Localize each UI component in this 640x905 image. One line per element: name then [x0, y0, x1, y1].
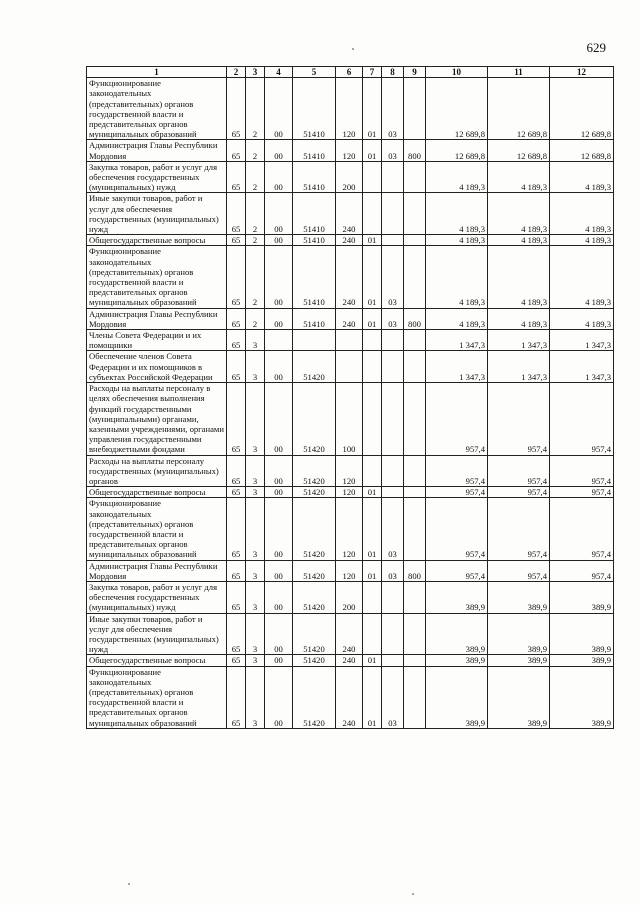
code-cell: 51420: [293, 351, 336, 383]
code-cell: 2: [246, 246, 265, 308]
code-cell: 3: [246, 613, 265, 655]
code-cell: 03: [382, 498, 404, 560]
row-label: Закупка товаров, работ и услуг для обеспечения государственных (муниципальных) нужд: [87, 161, 227, 193]
column-header: 11: [488, 67, 550, 78]
amount-cell: 957,4: [488, 383, 550, 455]
code-cell: [404, 193, 426, 235]
amount-cell: 12 689,8: [488, 78, 550, 140]
code-cell: 120: [336, 455, 363, 487]
code-cell: 240: [336, 246, 363, 308]
row-label: Общегосударственные вопросы: [87, 487, 227, 498]
code-cell: 120: [336, 78, 363, 140]
code-cell: 240: [336, 308, 363, 329]
row-label: Администрация Главы Республики Мордовия: [87, 560, 227, 581]
code-cell: 65: [227, 235, 246, 246]
code-cell: 3: [246, 655, 265, 666]
amount-cell: 957,4: [550, 498, 614, 560]
code-cell: 00: [265, 235, 293, 246]
code-cell: [336, 330, 363, 351]
code-cell: 01: [363, 655, 382, 666]
code-cell: [404, 351, 426, 383]
code-cell: 01: [363, 560, 382, 581]
code-cell: 2: [246, 78, 265, 140]
table-row: [87, 581, 614, 613]
code-cell: 00: [265, 351, 293, 383]
table-row: [87, 330, 614, 351]
code-cell: [363, 351, 382, 383]
amount-cell: 957,4: [426, 455, 488, 487]
amount-cell: 389,9: [550, 666, 614, 728]
code-cell: [404, 581, 426, 613]
amount-cell: 389,9: [426, 581, 488, 613]
code-cell: 51410: [293, 235, 336, 246]
code-cell: 120: [336, 140, 363, 161]
table-row: [87, 383, 614, 455]
code-cell: [404, 455, 426, 487]
amount-cell: 12 689,8: [426, 140, 488, 161]
table-body: [87, 78, 614, 729]
code-cell: 00: [265, 498, 293, 560]
code-cell: 65: [227, 383, 246, 455]
code-cell: 51410: [293, 308, 336, 329]
row-label: Функционирование законодательных (представительных) органов государственной власти и представительных органов муниципальных образований: [87, 78, 227, 140]
code-cell: [336, 351, 363, 383]
code-cell: [404, 246, 426, 308]
amount-cell: 389,9: [426, 613, 488, 655]
code-cell: 00: [265, 383, 293, 455]
code-cell: 51420: [293, 383, 336, 455]
code-cell: 03: [382, 246, 404, 308]
code-cell: [404, 666, 426, 728]
column-header: 9: [404, 67, 426, 78]
amount-cell: 389,9: [550, 655, 614, 666]
amount-cell: 957,4: [550, 487, 614, 498]
code-cell: [363, 383, 382, 455]
code-cell: 03: [382, 308, 404, 329]
code-cell: 51420: [293, 613, 336, 655]
code-cell: 51410: [293, 78, 336, 140]
row-label: Иные закупки товаров, работ и услуг для обеспечения государственных (муниципальных) нужд: [87, 613, 227, 655]
code-cell: [404, 383, 426, 455]
code-cell: 240: [336, 193, 363, 235]
code-cell: 51420: [293, 498, 336, 560]
amount-cell: 12 689,8: [550, 78, 614, 140]
code-cell: 240: [336, 613, 363, 655]
code-cell: 00: [265, 487, 293, 498]
code-cell: 51410: [293, 193, 336, 235]
amount-cell: 389,9: [488, 613, 550, 655]
code-cell: [363, 581, 382, 613]
table-row: [87, 308, 614, 329]
amount-cell: 4 189,3: [488, 161, 550, 193]
code-cell: 65: [227, 78, 246, 140]
code-cell: [363, 455, 382, 487]
code-cell: 01: [363, 140, 382, 161]
amount-cell: 4 189,3: [550, 235, 614, 246]
amount-cell: 4 189,3: [426, 193, 488, 235]
row-label: Функционирование законодательных (представительных) органов государственной власти и представительных органов муниципальных образований: [87, 498, 227, 560]
code-cell: 00: [265, 308, 293, 329]
code-cell: 120: [336, 487, 363, 498]
code-cell: 3: [246, 487, 265, 498]
scan-artifact: [412, 893, 414, 895]
row-label: Расходы на выплаты персоналу государственных (муниципальных) органов: [87, 455, 227, 487]
amount-cell: 957,4: [426, 498, 488, 560]
code-cell: [404, 78, 426, 140]
code-cell: 51420: [293, 581, 336, 613]
code-cell: 51420: [293, 455, 336, 487]
code-cell: 51420: [293, 666, 336, 728]
column-header: 8: [382, 67, 404, 78]
table-row: [87, 498, 614, 560]
code-cell: 51410: [293, 246, 336, 308]
row-label: Администрация Главы Республики Мордовия: [87, 308, 227, 329]
code-cell: [363, 161, 382, 193]
code-cell: 00: [265, 655, 293, 666]
amount-cell: 4 189,3: [426, 235, 488, 246]
table-row: [87, 235, 614, 246]
code-cell: [404, 330, 426, 351]
code-cell: [382, 487, 404, 498]
amount-cell: 957,4: [488, 455, 550, 487]
page-number: 629: [586, 40, 606, 55]
code-cell: [382, 613, 404, 655]
table-row: [87, 161, 614, 193]
amount-cell: 957,4: [426, 560, 488, 581]
code-cell: 01: [363, 235, 382, 246]
table-row: [87, 655, 614, 666]
code-cell: 51420: [293, 655, 336, 666]
code-cell: 65: [227, 581, 246, 613]
code-cell: 3: [246, 498, 265, 560]
code-cell: [404, 235, 426, 246]
row-label: Функционирование законодательных (представительных) органов государственной власти и представительных органов муниципальных образований: [87, 246, 227, 308]
code-cell: 01: [363, 308, 382, 329]
code-cell: 65: [227, 330, 246, 351]
code-cell: 65: [227, 666, 246, 728]
table-row: [87, 78, 614, 140]
code-cell: 65: [227, 455, 246, 487]
code-cell: [382, 330, 404, 351]
amount-cell: 389,9: [550, 581, 614, 613]
amount-cell: 957,4: [550, 383, 614, 455]
row-label: Иные закупки товаров, работ и услуг для обеспечения государственных (муниципальных) нужд: [87, 193, 227, 235]
amount-cell: 957,4: [488, 487, 550, 498]
code-cell: 00: [265, 78, 293, 140]
column-header: 7: [363, 67, 382, 78]
code-cell: [363, 330, 382, 351]
row-label: Расходы на выплаты персоналу в целях обеспечения выполнения функций государственными (муниципальными) органами, казенными учреждениями, органами управления государственными внебюджетными фондами: [87, 383, 227, 455]
amount-cell: 957,4: [550, 455, 614, 487]
code-cell: 00: [265, 193, 293, 235]
code-cell: 240: [336, 666, 363, 728]
code-cell: [382, 351, 404, 383]
code-cell: 65: [227, 140, 246, 161]
column-header: 4: [265, 67, 293, 78]
code-cell: 3: [246, 351, 265, 383]
amount-cell: 4 189,3: [550, 193, 614, 235]
code-cell: 800: [404, 308, 426, 329]
code-cell: 800: [404, 140, 426, 161]
row-label: Общегосударственные вопросы: [87, 655, 227, 666]
amount-cell: 4 189,3: [426, 308, 488, 329]
code-cell: 00: [265, 246, 293, 308]
code-cell: [382, 655, 404, 666]
code-cell: 120: [336, 560, 363, 581]
amount-cell: 4 189,3: [488, 193, 550, 235]
code-cell: 51410: [293, 140, 336, 161]
amount-cell: 1 347,3: [550, 351, 614, 383]
code-cell: 800: [404, 560, 426, 581]
column-header: 5: [293, 67, 336, 78]
code-cell: 65: [227, 246, 246, 308]
code-cell: 3: [246, 330, 265, 351]
code-cell: 2: [246, 308, 265, 329]
amount-cell: 957,4: [426, 383, 488, 455]
table-row: [87, 246, 614, 308]
amount-cell: 389,9: [488, 666, 550, 728]
amount-cell: 4 189,3: [488, 235, 550, 246]
amount-cell: 4 189,3: [488, 308, 550, 329]
amount-cell: 4 189,3: [488, 246, 550, 308]
budget-table: [86, 66, 614, 729]
code-cell: 65: [227, 193, 246, 235]
column-header: 2: [227, 67, 246, 78]
code-cell: 65: [227, 351, 246, 383]
code-cell: 01: [363, 78, 382, 140]
table-row: [87, 560, 614, 581]
code-cell: 3: [246, 666, 265, 728]
table-row: [87, 193, 614, 235]
amount-cell: 12 689,8: [488, 140, 550, 161]
code-cell: 00: [265, 161, 293, 193]
amount-cell: 4 189,3: [426, 161, 488, 193]
code-cell: [382, 455, 404, 487]
code-cell: [382, 383, 404, 455]
code-cell: 3: [246, 581, 265, 613]
amount-cell: 1 347,3: [426, 330, 488, 351]
code-cell: 200: [336, 581, 363, 613]
code-cell: [363, 613, 382, 655]
code-cell: 01: [363, 487, 382, 498]
code-cell: 65: [227, 655, 246, 666]
code-cell: 65: [227, 498, 246, 560]
code-cell: 00: [265, 613, 293, 655]
code-cell: 100: [336, 383, 363, 455]
row-label: Закупка товаров, работ и услуг для обеспечения государственных (муниципальных) нужд: [87, 581, 227, 613]
code-cell: 240: [336, 235, 363, 246]
amount-cell: 957,4: [488, 560, 550, 581]
code-cell: [382, 161, 404, 193]
amount-cell: 1 347,3: [550, 330, 614, 351]
table-row: [87, 351, 614, 383]
table-row: [87, 666, 614, 728]
amount-cell: 389,9: [426, 655, 488, 666]
code-cell: 2: [246, 161, 265, 193]
scan-artifact: [128, 883, 130, 885]
amount-cell: 957,4: [550, 560, 614, 581]
code-cell: 65: [227, 560, 246, 581]
amount-cell: 389,9: [488, 655, 550, 666]
code-cell: 65: [227, 613, 246, 655]
code-cell: [293, 330, 336, 351]
amount-cell: 1 347,3: [488, 351, 550, 383]
code-cell: [382, 581, 404, 613]
table-row: [87, 140, 614, 161]
code-cell: [404, 655, 426, 666]
code-cell: 00: [265, 666, 293, 728]
amount-cell: 389,9: [550, 613, 614, 655]
amount-cell: 389,9: [426, 666, 488, 728]
amount-cell: 957,4: [426, 487, 488, 498]
code-cell: 01: [363, 666, 382, 728]
scan-artifact: [352, 48, 354, 50]
code-cell: [363, 193, 382, 235]
code-cell: [382, 235, 404, 246]
amount-cell: 4 189,3: [550, 161, 614, 193]
code-cell: 03: [382, 78, 404, 140]
code-cell: 51420: [293, 487, 336, 498]
code-cell: 51410: [293, 161, 336, 193]
table-header-row: [87, 67, 614, 78]
code-cell: 03: [382, 560, 404, 581]
amount-cell: 4 189,3: [426, 246, 488, 308]
amount-cell: 12 689,8: [550, 140, 614, 161]
row-label: Функционирование законодательных (представительных) органов государственной власти и представительных органов муниципальных образований: [87, 666, 227, 728]
code-cell: [382, 193, 404, 235]
code-cell: [404, 487, 426, 498]
code-cell: 65: [227, 487, 246, 498]
row-label: Обеспечение членов Совета Федерации и их помощников в субъектах Российской Федерации: [87, 351, 227, 383]
code-cell: 2: [246, 235, 265, 246]
code-cell: 3: [246, 560, 265, 581]
code-cell: 65: [227, 161, 246, 193]
code-cell: 200: [336, 161, 363, 193]
amount-cell: 389,9: [488, 581, 550, 613]
row-label: Общегосударственные вопросы: [87, 235, 227, 246]
code-cell: 3: [246, 383, 265, 455]
column-header: 12: [550, 67, 614, 78]
code-cell: [404, 613, 426, 655]
code-cell: 03: [382, 666, 404, 728]
column-header: 3: [246, 67, 265, 78]
table-row: [87, 613, 614, 655]
code-cell: 01: [363, 498, 382, 560]
code-cell: 00: [265, 140, 293, 161]
code-cell: 120: [336, 498, 363, 560]
code-cell: 65: [227, 308, 246, 329]
amount-cell: 957,4: [488, 498, 550, 560]
code-cell: 00: [265, 455, 293, 487]
code-cell: [404, 498, 426, 560]
code-cell: 2: [246, 140, 265, 161]
code-cell: 51420: [293, 560, 336, 581]
code-cell: [265, 330, 293, 351]
amount-cell: 4 189,3: [550, 246, 614, 308]
code-cell: 00: [265, 560, 293, 581]
table-row: [87, 455, 614, 487]
amount-cell: 1 347,3: [488, 330, 550, 351]
amount-cell: 4 189,3: [550, 308, 614, 329]
row-label: Члены Совета Федерации и их помощники: [87, 330, 227, 351]
column-header: 1: [87, 67, 227, 78]
table-row: [87, 487, 614, 498]
code-cell: 01: [363, 246, 382, 308]
code-cell: 2: [246, 193, 265, 235]
column-header: 10: [426, 67, 488, 78]
code-cell: 03: [382, 140, 404, 161]
code-cell: 00: [265, 581, 293, 613]
amount-cell: 12 689,8: [426, 78, 488, 140]
code-cell: [404, 161, 426, 193]
code-cell: 3: [246, 455, 265, 487]
code-cell: 240: [336, 655, 363, 666]
column-header: 6: [336, 67, 363, 78]
amount-cell: 1 347,3: [426, 351, 488, 383]
row-label: Администрация Главы Республики Мордовия: [87, 140, 227, 161]
